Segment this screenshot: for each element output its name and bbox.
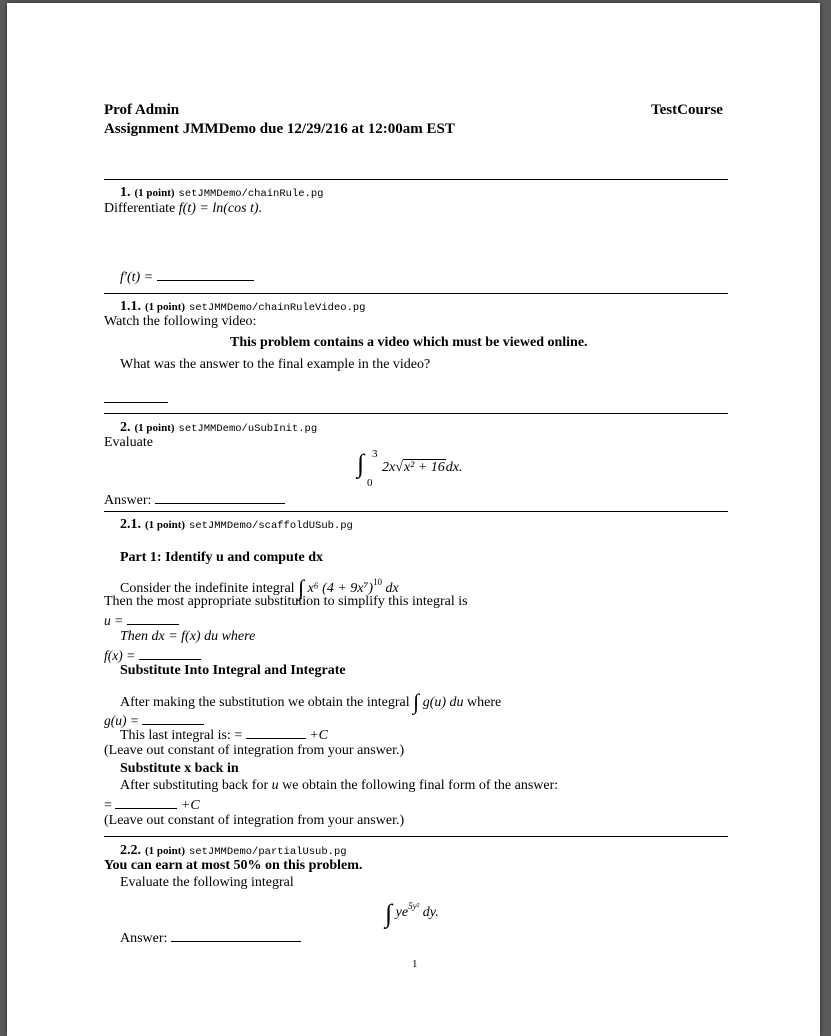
problem-divider: [104, 179, 728, 180]
video-notice: This problem contains a video which must be viewed online.: [230, 335, 588, 350]
problem-1-header: [120, 183, 323, 201]
problem-2-header: 2. (1 point) setJMMDemo/uSubInit.pg: [120, 420, 318, 435]
part-1-title: Part 1: Identify u and compute dx: [120, 550, 324, 565]
leave-out-note: (Leave out constant of integration from your answer.): [104, 813, 405, 828]
integral-2-integrand: 2x√x² + 16dx.: [382, 460, 463, 475]
document-page: [7, 3, 820, 1036]
integral-upper-limit: 3: [372, 448, 378, 460]
problem-2-2-text: Evaluate the following integral: [120, 875, 294, 890]
problem-divider: [104, 836, 728, 837]
problem-1-text: Differentiate f(t) = ln(cos t).: [104, 201, 263, 216]
problem-divider: [104, 413, 728, 414]
problem-2-1-header: 2.1. (1 point) setJMMDemo/scaffoldUSub.pg: [120, 517, 353, 532]
gu-answer: g(u) =: [104, 712, 204, 729]
last-integral: This last integral is: = +C: [120, 728, 329, 743]
problem-path: setJMMDemo/chainRule.pg: [178, 188, 324, 200]
integral-sign: ∫: [357, 449, 365, 478]
u-answer: u =: [104, 612, 179, 629]
answer-blank[interactable]: [127, 612, 179, 625]
answer-blank[interactable]: [142, 712, 204, 725]
author-name: Prof Admin: [104, 102, 180, 118]
problem-1-1-header: 1.1. (1 point) setJMMDemo/chainRuleVideo.pg: [120, 299, 366, 314]
video-question: What was the answer to the final example in the video?: [120, 357, 431, 372]
integral-2-2: ∫ $ye^{5y^2}$ dy.: [385, 899, 439, 928]
assignment-title: Assignment JMMDemo due 12/29/216 at 12:00am EST: [104, 121, 455, 137]
earn-notice: You can earn at most 50% on this problem.: [104, 858, 363, 873]
course-name: TestCourse: [651, 102, 723, 118]
leave-out-note: (Leave out constant of integration from your answer.): [104, 743, 405, 758]
answer-blank[interactable]: [104, 392, 168, 403]
answer-blank[interactable]: [171, 929, 301, 942]
dx-text: Then dx = f(x) du where: [120, 629, 256, 644]
back-text: After substituting back for u we obtain the following final form of the answer:: [120, 778, 559, 793]
consider-integral: Consider the indefinite integral ∫ x⁶ $(4 + 9x^7)^{10}$ dx: [120, 575, 399, 600]
answer-blank[interactable]: [139, 647, 201, 660]
then-substitution-text: Then the most appropriate substitution to simplify this integral is: [104, 594, 468, 609]
back-title: Substitute x back in: [120, 761, 239, 776]
answer-blank[interactable]: [155, 491, 285, 504]
substitute-title: Substitute Into Integral and Integrate: [120, 663, 346, 678]
after-substitution: After making the substitution we obtain the integral ∫ g(u) du where: [120, 689, 502, 714]
problem-2-2-header: 2.2. (1 point) setJMMDemo/partialUsub.pg: [120, 843, 347, 858]
problem-number: 1.: [120, 185, 131, 200]
problem-points: (1 point): [134, 187, 175, 199]
page-number: 1: [412, 958, 418, 970]
problem-1-1-text: Watch the following video:: [104, 314, 257, 329]
problem-2-answer: Answer:: [104, 491, 285, 509]
integral-lower-limit: 0: [367, 477, 373, 489]
problem-2-text: Evaluate: [104, 435, 153, 450]
problem-1-answer: f′(t) =: [120, 268, 254, 286]
answer-blank[interactable]: [157, 268, 254, 281]
problem-divider: [104, 511, 728, 512]
fx-answer: f(x) =: [104, 647, 201, 664]
problem-1-expression: f(t) = ln(cos t).: [178, 201, 263, 216]
problem-divider: [104, 293, 728, 294]
answer-blank[interactable]: [246, 726, 306, 739]
answer-blank[interactable]: [115, 796, 177, 809]
problem-2-2-answer: Answer:: [120, 929, 301, 947]
final-answer: = +C: [104, 798, 200, 813]
